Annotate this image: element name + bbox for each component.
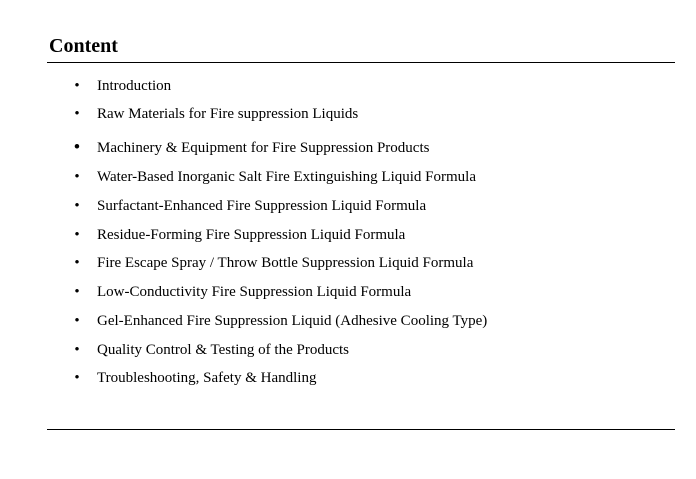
- list-item-text: Machinery & Equipment for Fire Suppression Products: [97, 140, 430, 156]
- list-item: [0, 253, 640, 273]
- bullet-icon: •: [74, 313, 80, 329]
- list-item-text: Quality Control & Testing of the Products: [97, 342, 349, 358]
- bullet-icon: •: [74, 370, 80, 386]
- bullet-icon: •: [74, 198, 80, 214]
- list-item: [0, 225, 640, 245]
- bottom-divider: [47, 429, 675, 430]
- bullet-icon: •: [74, 227, 80, 243]
- list-item-text: Fire Escape Spray / Throw Bottle Suppression Liquid Formula: [97, 255, 474, 271]
- bullet-icon: •: [74, 106, 80, 122]
- bullet-icon: •: [74, 342, 80, 358]
- list-item-text: Low-Conductivity Fire Suppression Liquid Formula: [97, 284, 412, 300]
- list-item: [0, 76, 640, 96]
- list-item: [0, 282, 640, 302]
- list-item: [0, 368, 640, 388]
- list-item-text: Water-Based Inorganic Salt Fire Extinguishing Liquid Formula: [97, 169, 476, 185]
- list-item-text: Gel-Enhanced Fire Suppression Liquid (Adhesive Cooling Type): [97, 313, 488, 329]
- bullet-icon: •: [73, 137, 81, 158]
- bullet-icon: •: [74, 169, 80, 185]
- list-item: [0, 167, 640, 187]
- bullet-icon: •: [74, 78, 80, 94]
- list-item: [0, 104, 640, 124]
- list-item: [0, 340, 640, 360]
- title-divider: [47, 62, 675, 63]
- page-title: Content: [49, 35, 118, 57]
- list-item-text: Troubleshooting, Safety & Handling: [97, 370, 317, 386]
- bullet-icon: •: [74, 255, 80, 271]
- list-item: [0, 138, 640, 158]
- list-item: [0, 196, 640, 216]
- bullet-icon: •: [74, 284, 80, 300]
- list-item-text: Surfactant-Enhanced Fire Suppression Liquid Formula: [97, 198, 427, 214]
- list-item-text: Residue-Forming Fire Suppression Liquid Formula: [97, 227, 406, 243]
- list-item-text: Introduction: [97, 78, 172, 94]
- list-item: [0, 311, 640, 331]
- list-item-text: Raw Materials for Fire suppression Liquids: [97, 106, 359, 122]
